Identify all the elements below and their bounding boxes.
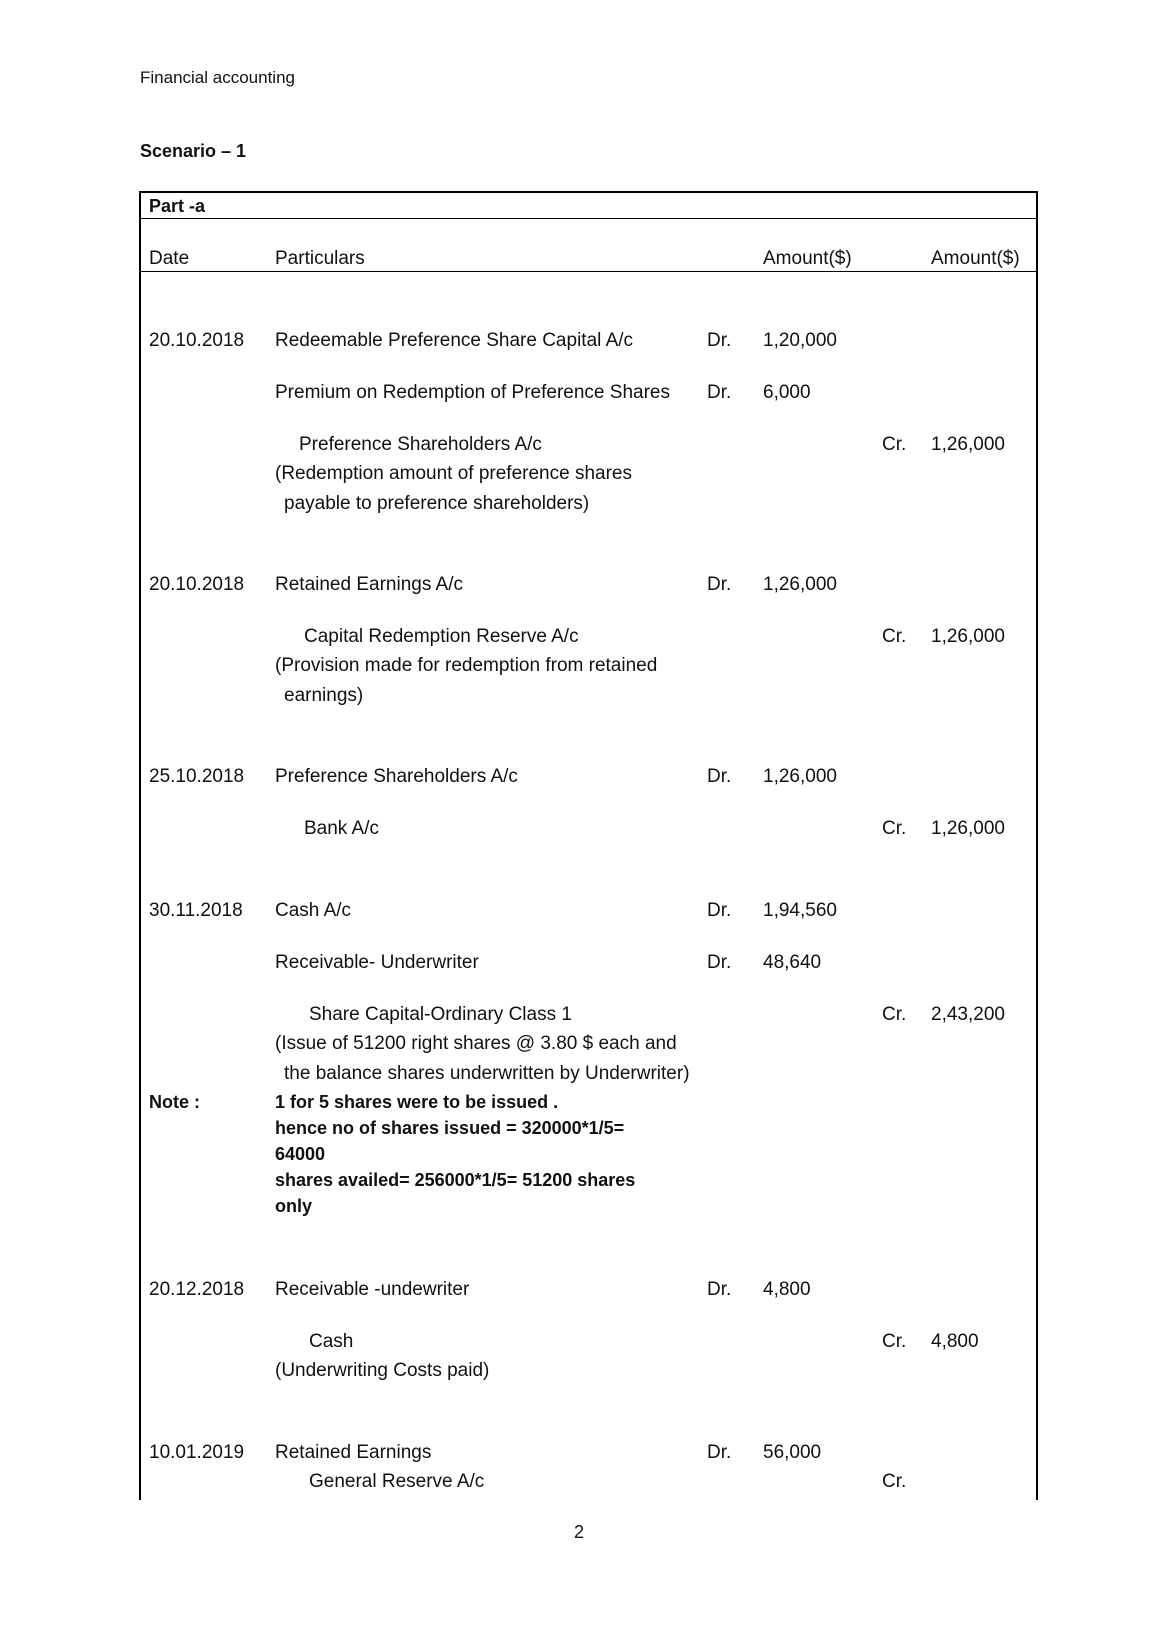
entry-1-line-2-side: Dr. — [707, 382, 732, 403]
entry-1-line-2-amount: 6,000 — [763, 382, 811, 403]
entry-5-line-2-side: Cr. — [882, 1331, 907, 1352]
entry-1-line-2-particulars: Premium on Redemption of Preference Shares — [275, 382, 670, 403]
entry-3-line-2-particulars: Bank A/c — [304, 818, 379, 839]
part-divider — [139, 218, 1038, 219]
note-line-4: shares availed= 256000*1/5= 51200 shares — [275, 1170, 636, 1190]
entry-2-line-1-particulars: Retained Earnings A/c — [275, 574, 464, 595]
entry-2-line-2-amount: 1,26,000 — [931, 626, 1005, 647]
note-line-5: only — [275, 1196, 313, 1216]
entry-5-line-1-amount: 4,800 — [763, 1279, 811, 1300]
part-label: Part -a — [149, 196, 206, 216]
entry-4-line-2-side: Dr. — [707, 952, 732, 973]
entry-2-line-1-amount: 1,26,000 — [763, 574, 837, 595]
entry-4-line-2-particulars: Receivable- Underwriter — [275, 952, 479, 973]
entry-1-line-1-particulars: Redeemable Preference Share Capital A/c — [275, 330, 634, 351]
entry-1-line-1-side: Dr. — [707, 330, 732, 351]
note-line-2: hence no of shares issued = 320000*1/5= — [275, 1118, 625, 1138]
entry-1-date: 20.10.2018 — [149, 330, 245, 351]
column-header-date: Date — [149, 248, 190, 269]
note-line-1: 1 for 5 shares were to be issued . — [275, 1092, 559, 1112]
entry-2-line-2-particulars: Capital Redemption Reserve A/c — [304, 626, 579, 647]
entry-6-line-1-particulars: Retained Earnings — [275, 1442, 432, 1463]
entry-5-line-2-particulars: Cash — [309, 1331, 354, 1352]
entry-3-line-1-amount: 1,26,000 — [763, 766, 837, 787]
column-header-amount-cr: Amount($) — [931, 248, 1020, 269]
entry-6-date: 10.01.2019 — [149, 1442, 245, 1463]
entry-4-line-1-amount: 1,94,560 — [763, 900, 837, 921]
entry-4-line-1-side: Dr. — [707, 900, 732, 921]
entry-2-line-1-side: Dr. — [707, 574, 732, 595]
entry-4-line-3-particulars: Share Capital-Ordinary Class 1 — [309, 1004, 572, 1025]
column-header-particulars: Particulars — [275, 248, 365, 269]
entry-3-date: 25.10.2018 — [149, 766, 245, 787]
entry-4-narration-2: the balance shares underwritten by Underwriter) — [284, 1063, 690, 1084]
entry-2-narration-1: (Provision made for redemption from retained — [275, 655, 658, 676]
entry-1-line-3-amount: 1,26,000 — [931, 434, 1005, 455]
entry-5-line-1-particulars: Receivable -undewriter — [275, 1279, 470, 1300]
scenario-title: Scenario – 1 — [140, 141, 247, 161]
entry-1-line-1-amount: 1,20,000 — [763, 330, 837, 351]
entry-5-line-1-side: Dr. — [707, 1279, 732, 1300]
entry-4-date: 30.11.2018 — [149, 900, 243, 921]
entry-2-narration-2: earnings) — [284, 685, 364, 706]
entry-2-line-2-side: Cr. — [882, 626, 907, 647]
entry-4-line-3-amount: 2,43,200 — [931, 1004, 1005, 1025]
entry-3-line-2-amount: 1,26,000 — [931, 818, 1005, 839]
entry-5-line-2-amount: 4,800 — [931, 1331, 979, 1352]
entry-3-line-2-side: Cr. — [882, 818, 907, 839]
entry-1-narration-1: (Redemption amount of preference shares — [275, 463, 632, 484]
entry-3-line-1-particulars: Preference Shareholders A/c — [275, 766, 518, 787]
column-header-amount-dr: Amount($) — [763, 248, 852, 269]
note-line-3: 64000 — [275, 1144, 326, 1164]
entry-4-narration-1: (Issue of 51200 right shares @ 3.80 $ each and — [275, 1033, 677, 1054]
entry-1-line-3-side: Cr. — [882, 434, 907, 455]
entry-6-line-2-particulars: General Reserve A/c — [309, 1471, 485, 1492]
document-header: Financial accounting — [140, 68, 295, 87]
entry-1-narration-2: payable to preference shareholders) — [284, 493, 590, 514]
entry-6-line-2-side: Cr. — [882, 1471, 907, 1492]
page-number: 2 — [574, 1522, 585, 1542]
entry-4-line-3-side: Cr. — [882, 1004, 907, 1025]
entry-6-line-1-amount: 56,000 — [763, 1442, 822, 1463]
entry-6-line-1-side: Dr. — [707, 1442, 732, 1463]
entry-3-line-1-side: Dr. — [707, 766, 732, 787]
entry-4-line-1-particulars: Cash A/c — [275, 900, 352, 921]
entry-5-narration-1: (Underwriting Costs paid) — [275, 1360, 490, 1381]
entry-1-line-3-particulars: Preference Shareholders A/c — [299, 434, 542, 455]
entry-2-date: 20.10.2018 — [149, 574, 245, 595]
note-label: Note : — [149, 1092, 200, 1112]
header-divider — [139, 271, 1038, 272]
entry-5-date: 20.12.2018 — [149, 1279, 245, 1300]
entry-4-line-2-amount: 48,640 — [763, 952, 822, 973]
